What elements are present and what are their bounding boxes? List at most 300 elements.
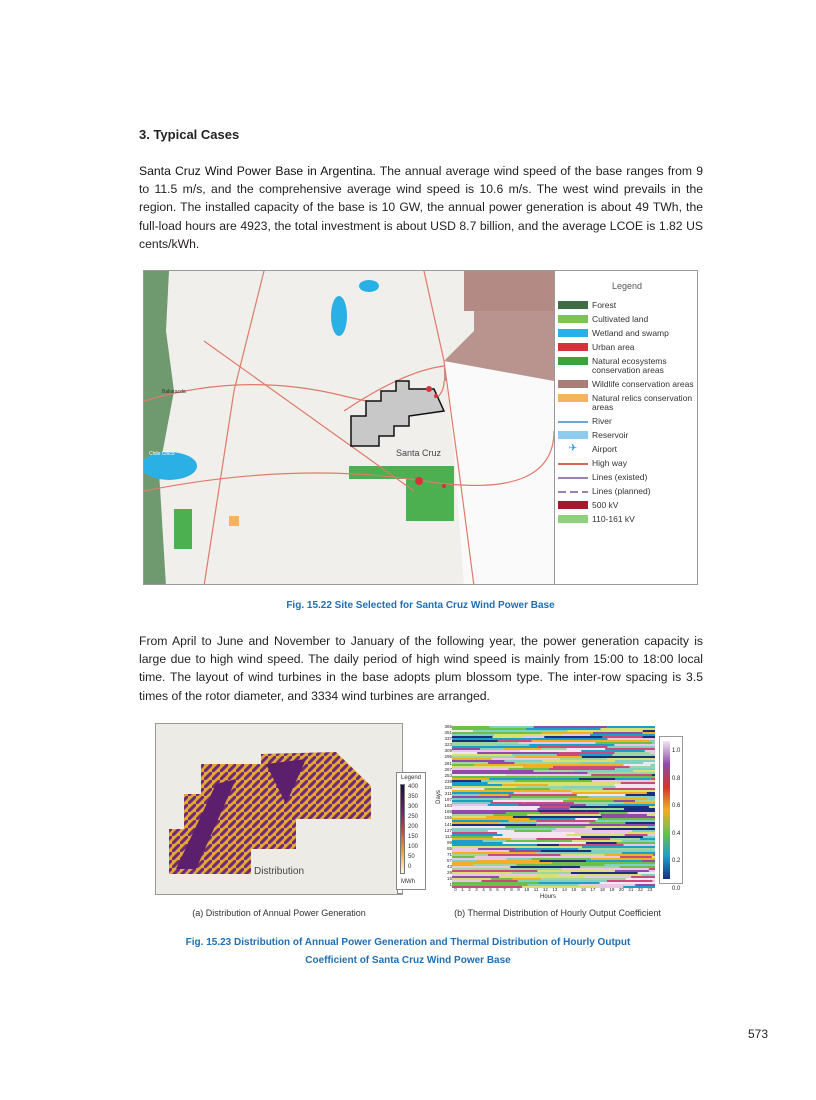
heat-cell [538, 758, 560, 760]
y-axis-label: Days [435, 790, 442, 804]
heat-cell [452, 728, 526, 730]
heat-cell [452, 878, 491, 880]
heat-cell [537, 852, 622, 854]
heat-cell [540, 806, 571, 808]
legend-tick: 200 [408, 824, 419, 830]
heat-cell [615, 768, 655, 770]
heat-cell [650, 764, 655, 766]
y-tick: 267 [444, 766, 452, 772]
legend-swatch [558, 394, 588, 402]
heat-cell [570, 806, 649, 808]
x-tick: 8 [510, 887, 513, 892]
heat-cell [635, 884, 655, 886]
heat-cell [542, 760, 615, 762]
heat-cell [486, 816, 513, 818]
heat-cell [567, 748, 605, 750]
heat-cell [537, 874, 559, 876]
heat-cell [452, 756, 515, 758]
heat-cell [494, 734, 563, 736]
y-tick: 1 [449, 882, 452, 888]
heat-cell [452, 826, 505, 828]
heat-cell [516, 786, 562, 788]
heat-cell [615, 752, 650, 754]
heat-cell [452, 790, 521, 792]
legend-label: Cultivated land [592, 314, 649, 324]
heat-cell [580, 866, 619, 868]
heat-cell [514, 830, 551, 832]
x-tick: 12 [542, 887, 548, 892]
heat-cell [452, 776, 537, 778]
heat-cell [653, 854, 655, 856]
heat-cell [652, 788, 655, 790]
heat-cell [528, 738, 608, 740]
y-tick: 113 [444, 833, 452, 839]
y-tick: 141 [444, 821, 452, 827]
y-tick: 225 [444, 784, 452, 790]
heat-cell [501, 798, 569, 800]
heat-cell [540, 860, 587, 862]
heat-cell [649, 870, 655, 872]
legend-unit: MWh [401, 879, 415, 885]
heat-cell [549, 768, 615, 770]
heat-cell [638, 872, 655, 874]
heat-cell [452, 762, 488, 764]
distribution-graphic [156, 724, 403, 895]
colorbar-tick: 1.0 [672, 748, 681, 754]
x-tick: 14 [561, 887, 567, 892]
heat-cell [651, 778, 655, 780]
heat-cell [510, 866, 580, 868]
distribution-legend-box [396, 772, 426, 890]
heat-cell [488, 830, 514, 832]
heat-cell [520, 750, 581, 752]
heat-cell [488, 854, 561, 856]
heat-cell [513, 878, 541, 880]
x-tick: 16 [580, 887, 586, 892]
heat-cell [586, 804, 608, 806]
heat-cell [452, 822, 500, 824]
y-tick: 337 [444, 736, 452, 742]
heat-cell [626, 878, 655, 880]
heat-cell [452, 840, 483, 842]
heat-cell [452, 744, 497, 746]
heat-cell [528, 884, 579, 886]
y-tick: 323 [444, 742, 452, 748]
paragraph-2: From April to June and November to January of the following year, the power generation capacity is large due to high wind speed. The daily period of high wind speed is mainly from 15:00 to 18:00 local time. The layout of wind turbines in the base adopts plum blossom type. The inter-row spacing is 3.5 times of the rotor diameter, and 3334 wind turbines are arranged. [139, 634, 703, 703]
heat-cell [625, 834, 648, 836]
legend-swatch [558, 329, 588, 337]
heat-cell [452, 742, 519, 744]
heat-cell [537, 808, 569, 810]
legend-label: Airport [592, 444, 618, 454]
heat-cell [579, 884, 635, 886]
heat-cell [452, 850, 509, 852]
heat-cell [647, 798, 655, 800]
heat-cell [569, 798, 647, 800]
heatmap [430, 724, 685, 904]
heat-cell [615, 870, 649, 872]
heat-cell [640, 838, 655, 840]
heat-cell [511, 796, 589, 798]
y-tick: 127 [444, 827, 452, 833]
heat-cell [544, 736, 602, 738]
x-tick: 5 [489, 887, 492, 892]
heat-cell [599, 812, 628, 814]
y-tick: 253 [444, 772, 452, 778]
heat-cell [452, 880, 481, 882]
y-tick: 99 [446, 839, 452, 845]
x-tick: 21 [628, 887, 634, 892]
heat-cell [591, 850, 655, 852]
heat-cell [452, 814, 493, 816]
heat-cell [593, 732, 643, 734]
heat-cell [575, 818, 598, 820]
heat-cell [504, 748, 542, 750]
heat-cell [452, 828, 495, 830]
x-tick: 18 [599, 887, 605, 892]
legend-item [558, 473, 698, 482]
heat-cell [592, 780, 652, 782]
heat-cell [452, 864, 473, 866]
heat-cell [474, 764, 551, 766]
heat-cell [605, 854, 654, 856]
heat-cell [478, 848, 515, 850]
heat-cell [452, 884, 528, 886]
heat-cell [552, 830, 632, 832]
legend-label: High way [592, 458, 627, 468]
heat-cell [550, 788, 603, 790]
heat-cell [452, 882, 539, 884]
heat-cell [495, 828, 556, 830]
heat-cell [531, 858, 591, 860]
heat-cell [615, 760, 655, 762]
heat-cell [452, 764, 474, 766]
heat-cell [586, 860, 642, 862]
heat-cell [538, 810, 586, 812]
heat-cell [582, 756, 655, 758]
heat-cell [625, 822, 655, 824]
heat-cell [541, 878, 626, 880]
heat-cell [562, 786, 615, 788]
legend-item [558, 343, 698, 352]
heat-cell [452, 842, 503, 844]
heat-cell [452, 802, 490, 804]
heat-cell [589, 796, 655, 798]
legend-swatch [558, 357, 588, 365]
heat-cell [643, 762, 655, 764]
heat-cell [452, 774, 506, 776]
heat-cell [561, 854, 605, 856]
heat-cell [613, 754, 655, 756]
heat-cell [503, 772, 588, 774]
heat-cell [506, 774, 591, 776]
heat-cell [536, 838, 610, 840]
legend-swatch [558, 515, 588, 523]
heat-cell [452, 780, 481, 782]
legend-item [558, 445, 698, 454]
heat-cell [452, 730, 473, 732]
heat-cell [511, 872, 571, 874]
heat-cell [605, 864, 655, 866]
heat-cell [482, 862, 552, 864]
heat-cell [577, 794, 626, 796]
heat-cell [452, 726, 490, 728]
heat-cell [484, 788, 550, 790]
heat-cell [608, 746, 655, 748]
heat-cell [503, 834, 567, 836]
heat-cell [556, 828, 592, 830]
heat-cell [607, 880, 653, 882]
x-tick: 22 [637, 887, 643, 892]
heat-cell [579, 778, 615, 780]
heat-cell [523, 766, 553, 768]
heat-cell [493, 800, 563, 802]
heat-cell [539, 882, 569, 884]
heat-cell [642, 736, 655, 738]
heat-cell [506, 840, 572, 842]
heat-cell [595, 742, 652, 744]
heat-cell [552, 764, 624, 766]
heat-cell [452, 820, 509, 822]
heat-cell [521, 790, 571, 792]
heat-cell [603, 736, 643, 738]
x-tick: 4 [482, 887, 485, 892]
heat-cell [623, 802, 651, 804]
y-tick: 29 [446, 870, 452, 876]
heat-cell [516, 864, 604, 866]
y-tick: 351 [444, 730, 452, 736]
x-tick: 2 [468, 887, 471, 892]
heat-cell [481, 880, 517, 882]
heat-cell [452, 862, 482, 864]
heat-cell [452, 778, 489, 780]
heat-cell [626, 832, 655, 834]
heat-cell [559, 752, 615, 754]
heat-cell [568, 882, 599, 884]
heat-cell [452, 758, 492, 760]
heat-cell [592, 828, 655, 830]
heat-cell [630, 766, 655, 768]
legend-tick: 100 [408, 844, 419, 850]
heat-cell [480, 748, 504, 750]
heat-cell [452, 750, 520, 752]
colorbar [659, 736, 683, 892]
heat-cell [534, 726, 608, 728]
heat-cell [647, 826, 655, 828]
heat-cell [513, 816, 602, 818]
heat-cell [506, 812, 540, 814]
heat-cell [532, 740, 588, 742]
y-tick: 309 [444, 748, 452, 754]
x-tick: 1 [461, 887, 464, 892]
y-tick: 239 [444, 778, 452, 784]
heat-cell [493, 814, 527, 816]
heat-cell [503, 842, 586, 844]
paragraph-lead: Santa Cruz Wind Power Base in Argentina. [139, 164, 376, 178]
map-label-town: Baliaracda [162, 389, 186, 395]
heat-cell [608, 738, 655, 740]
heat-cell [452, 866, 510, 868]
heat-cell [490, 726, 534, 728]
heat-cell [452, 810, 538, 812]
heat-cell [527, 814, 600, 816]
distribution-map [155, 723, 403, 895]
heat-cell [557, 754, 580, 756]
heat-cell [529, 730, 567, 732]
legend-tick: 0 [408, 864, 412, 870]
x-tick: 19 [609, 887, 615, 892]
heat-cell [602, 816, 655, 818]
heat-cell [619, 866, 655, 868]
legend-dash [558, 491, 588, 493]
heat-cell [452, 760, 504, 762]
heat-cell [589, 822, 625, 824]
x-tick: 6 [496, 887, 499, 892]
heat-cell [572, 840, 622, 842]
heat-cell [615, 778, 650, 780]
legend-tick: 300 [408, 804, 419, 810]
legend-item [558, 417, 698, 426]
heat-cell [490, 802, 523, 804]
heat-cell [452, 738, 528, 740]
heat-cell [567, 730, 642, 732]
legend-label: Reservoir [592, 430, 629, 440]
heat-cell [581, 836, 643, 838]
heat-cell [621, 782, 655, 784]
legend-line [558, 477, 588, 479]
heat-cell [452, 786, 516, 788]
heat-cell [515, 756, 582, 758]
heat-cell [452, 768, 508, 770]
heat-cell [452, 832, 497, 834]
heat-cell [488, 762, 514, 764]
y-tick: 183 [444, 803, 452, 809]
heat-cell [652, 856, 655, 858]
map-label-site: Santa Cruz [396, 448, 442, 458]
heat-cell [628, 812, 655, 814]
heatmap-cells [452, 726, 655, 888]
heat-cell [492, 758, 538, 760]
heat-cell [512, 754, 557, 756]
heat-cell [624, 764, 651, 766]
paragraph-1 [139, 162, 703, 253]
x-tick: 11 [533, 887, 539, 892]
heat-cell [452, 772, 503, 774]
heat-cell [509, 820, 537, 822]
legend-tick: 350 [408, 794, 419, 800]
heat-cell [452, 804, 488, 806]
y-tick: 169 [444, 809, 452, 815]
heat-cell [452, 834, 503, 836]
heat-cell [477, 752, 559, 754]
legend-item [558, 394, 698, 412]
heat-cell [518, 804, 586, 806]
heat-cell [586, 826, 648, 828]
heat-cell [537, 844, 559, 846]
heat-cell [641, 874, 655, 876]
heat-cell [632, 830, 655, 832]
legend-tick: 150 [408, 834, 419, 840]
y-tick: 57 [446, 858, 452, 864]
heat-cell [452, 868, 480, 870]
heat-cell [452, 830, 488, 832]
heat-cell [526, 728, 601, 730]
heat-cell [452, 784, 502, 786]
y-tick: 197 [444, 797, 452, 803]
legend-swatch [558, 431, 588, 439]
heat-cell [570, 808, 624, 810]
heat-cell [488, 782, 571, 784]
heat-cell [579, 874, 641, 876]
heat-cell [651, 802, 655, 804]
colorbar-tick: 0.8 [672, 775, 681, 782]
y-tick: 43 [446, 864, 452, 870]
y-tick: 281 [444, 760, 452, 766]
heat-cell [473, 864, 516, 866]
heat-cell [591, 774, 651, 776]
heat-cell [502, 784, 548, 786]
heat-cell [491, 878, 513, 880]
heat-cell [607, 726, 655, 728]
heat-cell [548, 784, 615, 786]
heat-cell [452, 792, 514, 794]
legend-label: Natural relics conservation areas [592, 393, 693, 412]
legend-item [558, 380, 698, 389]
x-axis-label: Hours [540, 894, 557, 900]
legend-title: Legend [400, 775, 422, 781]
heat-cell [645, 750, 655, 752]
heat-cell [452, 824, 536, 826]
heat-cell [649, 806, 655, 808]
legend-tick: 400 [408, 784, 419, 790]
heat-cell [452, 782, 488, 784]
heat-cell [452, 872, 511, 874]
distribution-label: Distribution [254, 866, 305, 877]
heat-cell [505, 826, 585, 828]
heat-cell [452, 846, 511, 848]
heat-cell [652, 774, 655, 776]
heat-cell [489, 778, 579, 780]
heat-cell [622, 852, 655, 854]
legend-label: Wetland and swamp [592, 328, 669, 338]
heat-cell [477, 860, 540, 862]
x-tick: 23 [647, 887, 653, 892]
heat-cell [452, 854, 488, 856]
legend-tick: 50 [408, 854, 415, 860]
map-label-lake: Chile Chico [149, 451, 175, 457]
heat-cell [519, 742, 596, 744]
heat-cell [452, 860, 477, 862]
heat-cell [585, 876, 631, 878]
heat-cell [536, 824, 622, 826]
y-tick: 295 [444, 754, 452, 760]
heat-cell [636, 728, 655, 730]
heat-cell [649, 868, 655, 870]
heat-cell [643, 730, 655, 732]
heat-cell [452, 874, 537, 876]
heat-cell [509, 794, 577, 796]
heat-cell [625, 794, 655, 796]
heat-cell [620, 776, 655, 778]
heat-cell [452, 818, 529, 820]
heat-cell [481, 780, 514, 782]
legend-swatch [558, 343, 588, 351]
heat-cell [497, 744, 530, 746]
heat-cell [537, 746, 607, 748]
heat-cell [562, 868, 649, 870]
heat-cell [536, 820, 595, 822]
map-graphic [144, 271, 554, 585]
